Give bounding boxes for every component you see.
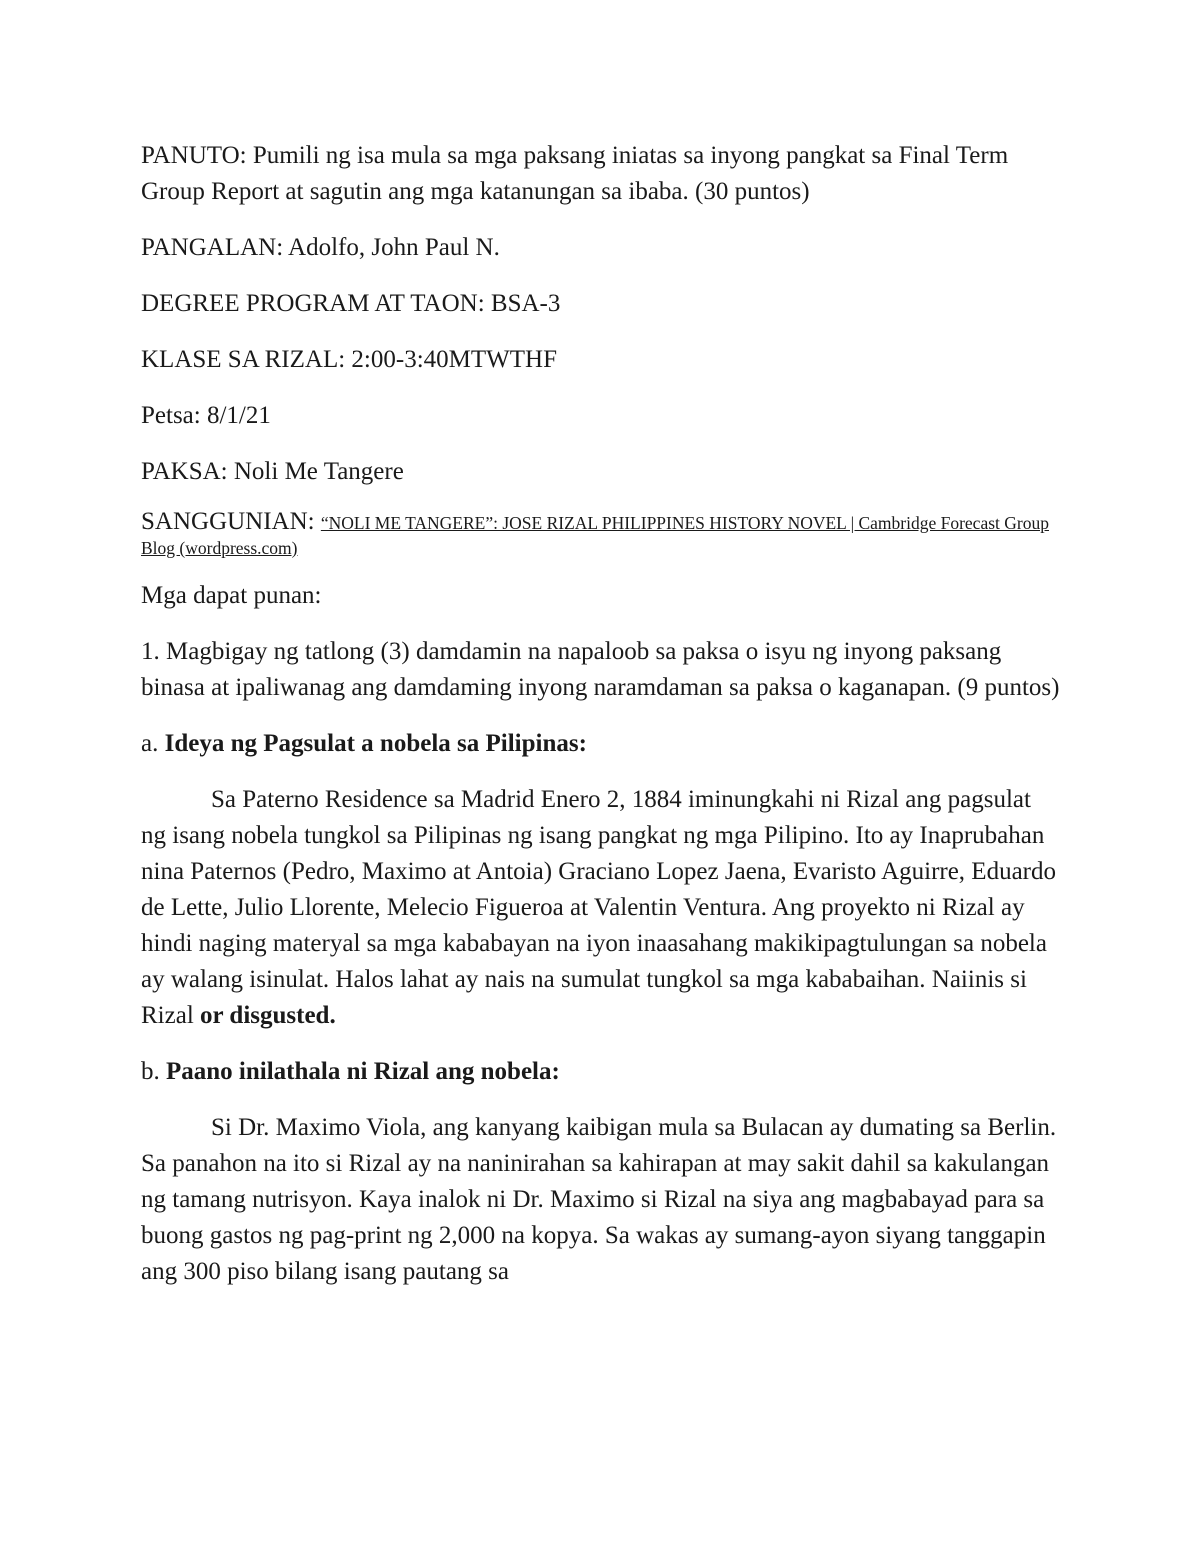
sanggunian-link[interactable]: “NOLI ME TANGERE”: JOSE RIZAL PHILIPPINES HISTORY NOVEL | Cambridge Forecast Group Blog (wordpress.com) — [141, 513, 1049, 558]
petsa-field: Petsa: 8/1/21 — [141, 402, 271, 429]
section-a-body — [141, 782, 1061, 1034]
section-b-heading — [141, 1054, 1061, 1090]
section-b-title: Paano inilathala ni Rizal ang nobela: — [166, 1058, 560, 1085]
sanggunian-label: SANGGUNIAN: — [141, 508, 321, 535]
sanggunian-reference — [141, 510, 1061, 560]
section-a-title: Ideya ng Pagsulat a nobela sa Pilipinas: — [164, 730, 587, 757]
document-page — [141, 138, 1061, 1310]
section-a-heading — [141, 726, 1061, 762]
question-item-1: 1. Magbigay ng tatlong (3) damdamin na napaloob sa paksa o isyu ng inyong paksang binasa at ipaliwanag ang damdaming inyong naramdaman sa paksa o kaganapan. (9 puntos) — [141, 638, 1060, 701]
pangalan-field: PANGALAN: Adolfo, John Paul N. — [141, 234, 500, 261]
section-b-prefix: b. — [141, 1058, 166, 1085]
section-a-prefix: a. — [141, 730, 165, 757]
section-a-bold-text: or disgusted. — [200, 1002, 336, 1029]
mga-dapat-punan: Mga dapat punan: — [141, 582, 322, 609]
section-a-text: Sa Paterno Residence sa Madrid Enero 2, 1884 iminungkahi ni Rizal ang pagsulat ng isang nobela tungkol sa Pilipinas ng isang pangkat ng mga Pilipino. Ito ay Inaprubahan nina Paternos (Pedro, Maximo at Antoia) Graciano Lopez Jaena, Evaristo Aguirre, Eduardo de Lette, Julio Llorente, Melecio Figueroa at Valentin Ventura. Ang proyekto ni Rizal ay hindi naging materyal sa mga kababayan na iyon inaasahang makikipagtulungan sa nobela ay walang isinulat. Halos lahat ay nais na sumulat tungkol sa mga kababaihan. Naiinis si Rizal — [141, 786, 1057, 1029]
degree-program-field: DEGREE PROGRAM AT TAON: BSA-3 — [141, 290, 561, 317]
panuto-instruction: PANUTO: Pumili ng isa mula sa mga paksang iniatas sa inyong pangkat sa Final Term Group Report at sagutin ang mga katanungan sa ibaba. (30 puntos) — [141, 142, 1009, 205]
paksa-field: PAKSA: Noli Me Tangere — [141, 458, 404, 485]
klase-field: KLASE SA RIZAL: 2:00-3:40MTWTHF — [141, 346, 557, 373]
section-b-body: Si Dr. Maximo Viola, ang kanyang kaibigan mula sa Bulacan ay dumating sa Berlin. Sa panahon na ito si Rizal ay na naninirahan sa kahirapan at may sakit dahil sa kakulangan ng tamang nutrisyon. Kaya inalok ni Dr. Maximo si Rizal na siya ang magbabayad para sa buong gastos ng pag-print ng 2,000 na kopya. Sa wakas ay sumang-ayon siyang tanggapin ang 300 piso bilang isang pautang sa — [141, 1114, 1057, 1285]
